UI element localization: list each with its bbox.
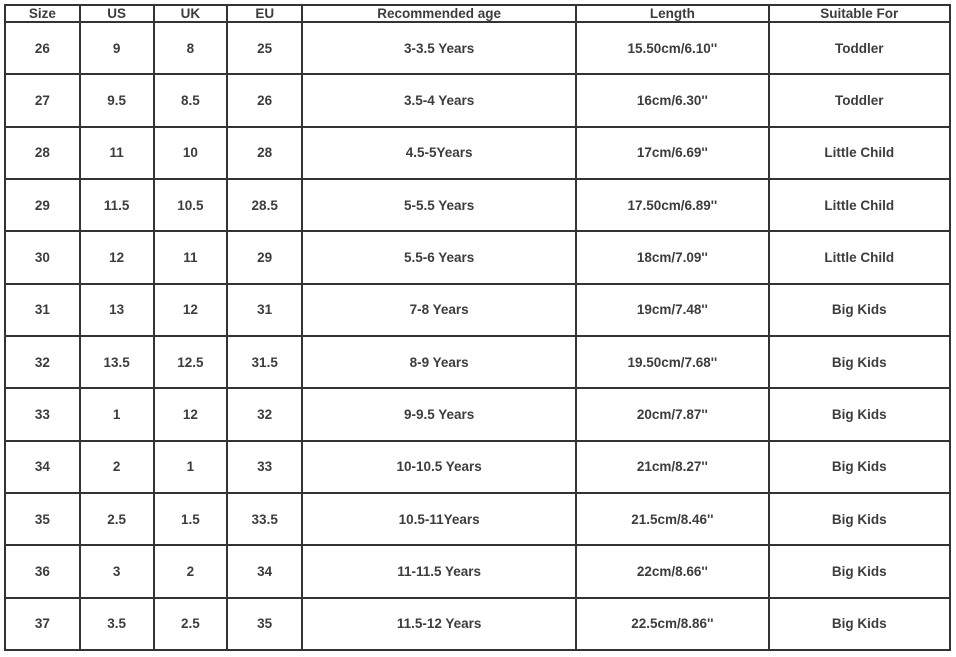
table-cell-recommended-age: 3.5-4 Years xyxy=(302,74,576,126)
table-cell-suitable-for: Big Kids xyxy=(769,545,950,597)
table-cell-eu: 34 xyxy=(227,545,302,597)
table-cell-size: 32 xyxy=(5,336,80,388)
table-cell-size: 30 xyxy=(5,231,80,283)
table-cell-length: 19cm/7.48'' xyxy=(576,284,768,336)
table-cell-uk: 1.5 xyxy=(154,493,228,545)
table-cell-us: 2.5 xyxy=(80,493,154,545)
table-cell-eu: 29 xyxy=(227,231,302,283)
table-cell-us: 3.5 xyxy=(80,598,154,650)
table-row xyxy=(5,336,950,388)
table-cell-eu: 31 xyxy=(227,284,302,336)
table-row xyxy=(5,179,950,231)
table-cell-suitable-for: Little Child xyxy=(769,231,950,283)
table-cell-suitable-for: Little Child xyxy=(769,179,950,231)
table-row xyxy=(5,441,950,493)
table-cell-uk: 8 xyxy=(154,22,228,74)
table-row xyxy=(5,388,950,440)
table-cell-eu: 25 xyxy=(227,22,302,74)
table-cell-uk: 11 xyxy=(154,231,228,283)
table-cell-eu: 28 xyxy=(227,127,302,179)
table-cell-size: 34 xyxy=(5,441,80,493)
table-cell-size: 37 xyxy=(5,598,80,650)
table-cell-us: 3 xyxy=(80,545,154,597)
table-cell-suitable-for: Big Kids xyxy=(769,284,950,336)
table-cell-suitable-for: Big Kids xyxy=(769,336,950,388)
table-cell-uk: 1 xyxy=(154,441,228,493)
table-cell-recommended-age: 10.5-11Years xyxy=(302,493,576,545)
table-cell-size: 28 xyxy=(5,127,80,179)
header-cell-uk: UK xyxy=(154,5,228,22)
table-cell-length: 20cm/7.87'' xyxy=(576,388,768,440)
table-cell-recommended-age: 4.5-5Years xyxy=(302,127,576,179)
table-cell-eu: 33.5 xyxy=(227,493,302,545)
table-cell-eu: 28.5 xyxy=(227,179,302,231)
table-cell-uk: 8.5 xyxy=(154,74,228,126)
table-cell-size: 27 xyxy=(5,74,80,126)
table-row xyxy=(5,74,950,126)
table-cell-length: 21.5cm/8.46'' xyxy=(576,493,768,545)
table-row xyxy=(5,598,950,650)
table-cell-us: 12 xyxy=(80,231,154,283)
table-cell-uk: 12 xyxy=(154,284,228,336)
table-cell-eu: 32 xyxy=(227,388,302,440)
table-cell-recommended-age: 7-8 Years xyxy=(302,284,576,336)
header-row xyxy=(5,5,950,22)
table-cell-us: 1 xyxy=(80,388,154,440)
table-cell-size: 31 xyxy=(5,284,80,336)
table-cell-uk: 2.5 xyxy=(154,598,228,650)
table-cell-recommended-age: 11.5-12 Years xyxy=(302,598,576,650)
table-cell-suitable-for: Big Kids xyxy=(769,598,950,650)
table-cell-eu: 26 xyxy=(227,74,302,126)
table-cell-eu: 33 xyxy=(227,441,302,493)
table-cell-recommended-age: 8-9 Years xyxy=(302,336,576,388)
table-cell-length: 21cm/8.27'' xyxy=(576,441,768,493)
table-row xyxy=(5,127,950,179)
table-cell-eu: 31.5 xyxy=(227,336,302,388)
table-cell-suitable-for: Little Child xyxy=(769,127,950,179)
table-cell-uk: 12 xyxy=(154,388,228,440)
table-cell-length: 17.50cm/6.89'' xyxy=(576,179,768,231)
table-cell-recommended-age: 3-3.5 Years xyxy=(302,22,576,74)
table-header xyxy=(5,5,950,22)
table-cell-suitable-for: Toddler xyxy=(769,22,950,74)
table-row xyxy=(5,22,950,74)
table-cell-recommended-age: 9-9.5 Years xyxy=(302,388,576,440)
header-cell-recommended-age: Recommended age xyxy=(302,5,576,22)
table-cell-us: 2 xyxy=(80,441,154,493)
table-cell-recommended-age: 5.5-6 Years xyxy=(302,231,576,283)
table-cell-us: 9.5 xyxy=(80,74,154,126)
table-cell-size: 36 xyxy=(5,545,80,597)
table-cell-length: 22cm/8.66'' xyxy=(576,545,768,597)
table-cell-us: 11.5 xyxy=(80,179,154,231)
table-cell-length: 19.50cm/7.68'' xyxy=(576,336,768,388)
table-cell-length: 16cm/6.30'' xyxy=(576,74,768,126)
header-cell-us: US xyxy=(80,5,154,22)
table-cell-us: 13.5 xyxy=(80,336,154,388)
table-cell-size: 29 xyxy=(5,179,80,231)
table-cell-us: 11 xyxy=(80,127,154,179)
table-row xyxy=(5,231,950,283)
table-cell-us: 9 xyxy=(80,22,154,74)
table-cell-length: 17cm/6.69'' xyxy=(576,127,768,179)
table-cell-size: 33 xyxy=(5,388,80,440)
table-row xyxy=(5,545,950,597)
header-cell-suitable-for: Suitable For xyxy=(769,5,950,22)
table-cell-size: 26 xyxy=(5,22,80,74)
table-cell-uk: 2 xyxy=(154,545,228,597)
table-cell-recommended-age: 10-10.5 Years xyxy=(302,441,576,493)
table-cell-uk: 10.5 xyxy=(154,179,228,231)
table-cell-suitable-for: Toddler xyxy=(769,74,950,126)
table-cell-recommended-age: 5-5.5 Years xyxy=(302,179,576,231)
table-row xyxy=(5,284,950,336)
table-cell-suitable-for: Big Kids xyxy=(769,493,950,545)
table-cell-uk: 10 xyxy=(154,127,228,179)
table-cell-suitable-for: Big Kids xyxy=(769,441,950,493)
header-cell-length: Length xyxy=(576,5,768,22)
table-cell-length: 22.5cm/8.86'' xyxy=(576,598,768,650)
table-body xyxy=(5,22,950,650)
table-cell-uk: 12.5 xyxy=(154,336,228,388)
header-cell-eu: EU xyxy=(227,5,302,22)
table-cell-length: 15.50cm/6.10'' xyxy=(576,22,768,74)
header-cell-size: Size xyxy=(5,5,80,22)
table-row xyxy=(5,493,950,545)
table-cell-length: 18cm/7.09'' xyxy=(576,231,768,283)
table-cell-size: 35 xyxy=(5,493,80,545)
size-chart-table xyxy=(4,4,951,651)
table-cell-us: 13 xyxy=(80,284,154,336)
table-cell-suitable-for: Big Kids xyxy=(769,388,950,440)
table-cell-eu: 35 xyxy=(227,598,302,650)
table-cell-recommended-age: 11-11.5 Years xyxy=(302,545,576,597)
